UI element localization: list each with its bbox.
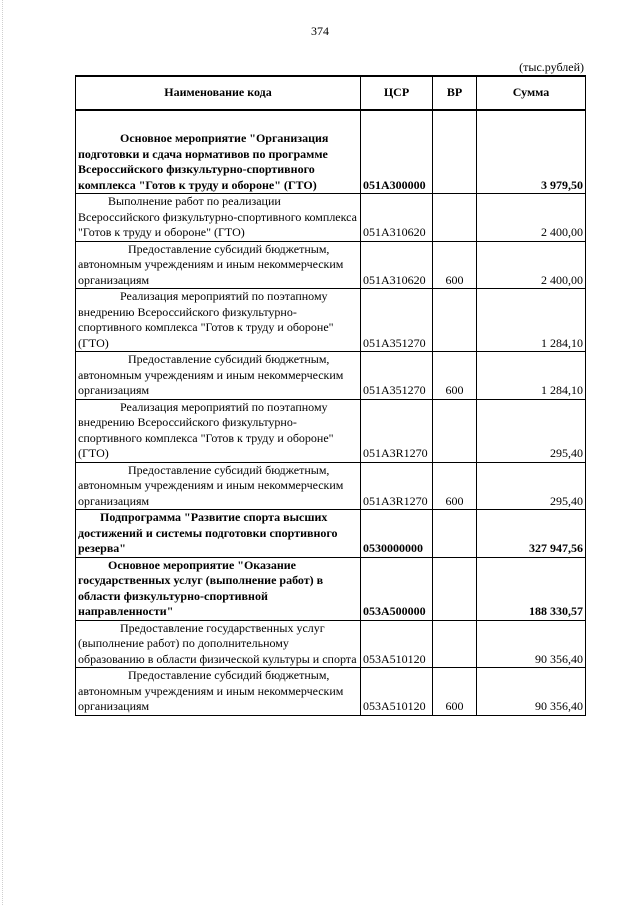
header-csr: ЦСР	[361, 76, 433, 110]
table-row	[76, 352, 586, 400]
table-row	[76, 241, 586, 289]
header-sum: Сумма	[477, 76, 586, 110]
row-sum: 90 356,40	[477, 668, 586, 716]
row-name: Основное мероприятие "Организация подготовки и сдача нормативов по программе Всероссийского физкультурно-спортивного комплекса "Готов к труду и обороне" (ГТО)	[76, 110, 361, 194]
row-vr: 600	[433, 668, 477, 716]
row-sum: 327 947,56	[477, 510, 586, 558]
row-vr	[433, 557, 477, 620]
page-number: 374	[311, 24, 329, 38]
row-sum: 295,40	[477, 399, 586, 462]
row-csr: 051А310620	[361, 241, 433, 289]
row-name: Предоставление субсидий бюджетным, автономным учреждениям и иным некоммерческим организациям	[76, 241, 361, 289]
row-vr: 600	[433, 462, 477, 510]
row-vr	[433, 399, 477, 462]
units-label: (тыс.рублей)	[519, 60, 584, 74]
row-name: Предоставление субсидий бюджетным, автономным учреждениям и иным некоммерческим организациям	[76, 668, 361, 716]
row-csr: 053А500000	[361, 557, 433, 620]
row-vr: 600	[433, 241, 477, 289]
row-sum: 2 400,00	[477, 194, 586, 242]
row-name: Реализация мероприятий по поэтапному внедрению Всероссийского физкультурно-спортивного комплекса "Готов к труду и обороне" (ГТО)	[76, 399, 361, 462]
table-row	[76, 289, 586, 352]
table-row	[76, 510, 586, 558]
row-sum: 90 356,40	[477, 620, 586, 668]
scan-margin-line	[2, 0, 4, 905]
header-vr: ВР	[433, 76, 477, 110]
budget-table	[75, 75, 586, 716]
row-csr: 053А510120	[361, 620, 433, 668]
row-vr	[433, 110, 477, 194]
row-csr: 0530000000	[361, 510, 433, 558]
row-csr: 051А3R1270	[361, 399, 433, 462]
row-name: Предоставление субсидий бюджетным, автономным учреждениям и иным некоммерческим организациям	[76, 352, 361, 400]
row-vr	[433, 194, 477, 242]
row-sum: 3 979,50	[477, 110, 586, 194]
table-row	[76, 668, 586, 716]
table-row	[76, 620, 586, 668]
row-sum: 2 400,00	[477, 241, 586, 289]
row-sum: 295,40	[477, 462, 586, 510]
row-vr	[433, 510, 477, 558]
table-header-row	[76, 76, 586, 110]
row-name: Предоставление субсидий бюджетным, автономным учреждениям и иным некоммерческим организациям	[76, 462, 361, 510]
table-row	[76, 194, 586, 242]
row-csr: 053А510120	[361, 668, 433, 716]
row-name: Предоставление государственных услуг (выполнение работ) по дополнительному образованию в области физической культуры и спорта	[76, 620, 361, 668]
row-csr: 051А351270	[361, 289, 433, 352]
row-vr: 600	[433, 352, 477, 400]
row-sum: 188 330,57	[477, 557, 586, 620]
table-row	[76, 399, 586, 462]
table-row	[76, 462, 586, 510]
row-csr: 051А310620	[361, 194, 433, 242]
table-row	[76, 110, 586, 194]
row-csr: 051А300000	[361, 110, 433, 194]
row-sum: 1 284,10	[477, 289, 586, 352]
row-csr: 051А3R1270	[361, 462, 433, 510]
row-csr: 051А351270	[361, 352, 433, 400]
row-name: Выполнение работ по реализации Всероссийского физкультурно-спортивного комплекса "Готов к труду и обороне" (ГТО)	[76, 194, 361, 242]
row-name: Основное мероприятие "Оказание государственных услуг (выполнение работ) в области физкультурно-спортивной направленности"	[76, 557, 361, 620]
row-vr	[433, 620, 477, 668]
row-vr	[433, 289, 477, 352]
row-name: Подпрограмма "Развитие спорта высших достижений и системы подготовки спортивного резерва"	[76, 510, 361, 558]
row-name: Реализация мероприятий по поэтапному внедрению Всероссийского физкультурно-спортивного комплекса "Готов к труду и обороне" (ГТО)	[76, 289, 361, 352]
header-name: Наименование кода	[76, 76, 361, 110]
table-row	[76, 557, 586, 620]
row-sum: 1 284,10	[477, 352, 586, 400]
